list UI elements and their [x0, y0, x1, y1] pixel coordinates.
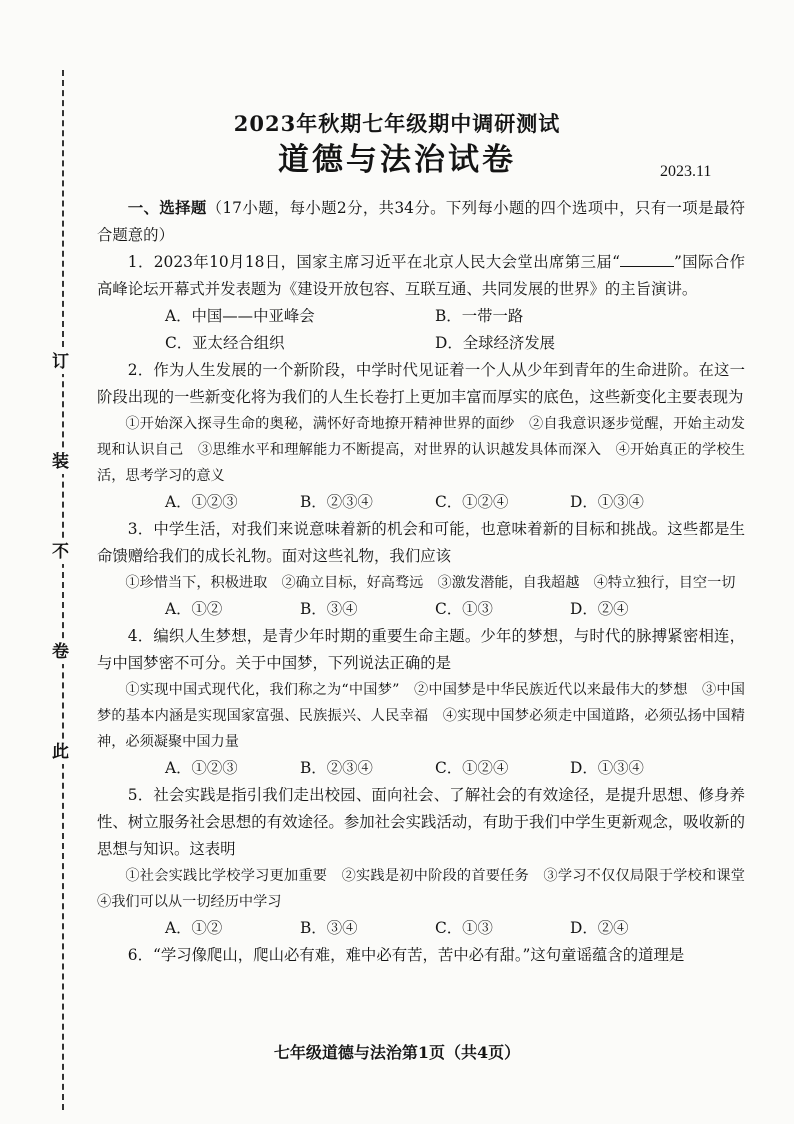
- question-3-stem: 3．中学生活，对我们来说意味着新的机会和可能，也意味着新的目标和挑战。这些都是生命馈赠给我们的成长礼物。面对这些礼物，我们应该: [97, 520, 745, 565]
- option-d: D．①③④: [570, 493, 644, 511]
- question-4-stem: 4．编织人生梦想，是青少年时期的重要生命主题。少年的梦想，与时代的脉搏紧密相连，与中国梦密不可分。关于中国梦，下列说法正确的是: [97, 627, 745, 672]
- question-5-stem: 5．社会实践是指引我们走出校园、面向社会、了解社会的有效途径，是提升思想、修身养性、树立服务社会思想的有效途径。参加社会实践活动，有助于我们中学生更新观念，吸收新的思想与知识。这表明: [97, 786, 745, 858]
- option-d: D．②④: [570, 600, 629, 618]
- question-1-stem: 1．2023年10月18日，国家主席习近平在北京人民大会堂出席第三届“ ”国际合作高峰论坛开幕式并发表题为《建设开放包容、互联互通、共同发展的世界》的主旨演讲。: [97, 249, 745, 303]
- exam-content: [97, 195, 760, 969]
- margin-char: 不: [52, 542, 69, 562]
- margin-char: 装: [52, 452, 69, 472]
- question-2-stem: 2．作为人生发展的一个新阶段，中学时代见证着一个人从少年到青年的生命进阶。在这一阶段出现的一些新变化将为我们的人生长卷打上更加丰富而厚实的底色，这些新变化主要表现为: [97, 361, 745, 406]
- option-b: B．②③④: [300, 759, 373, 777]
- margin-char: 此: [52, 742, 69, 762]
- section-heading: 一、选择题: [127, 199, 207, 217]
- option-d: D．②④: [570, 919, 629, 937]
- option-a: A．①②: [165, 919, 223, 937]
- question-6-stem: 6．“学习像爬山，爬山必有难，难中必有苦，苦中必有甜。”这句童谣蕴含的道理是: [127, 946, 685, 964]
- option-a: A．①②: [165, 600, 223, 618]
- question-5-statements: ①社会实践比学校学习更加重要 ②实践是初中阶段的首要任务 ③学习不仅仅局限于学校和课堂 ④我们可以从一切经历中学习: [97, 868, 760, 910]
- option-a: A．①②③: [165, 759, 238, 777]
- option-b: B．一带一路: [435, 307, 524, 325]
- question-3-statements: ①珍惜当下，积极进取 ②确立目标，好高骛远 ③激发潜能，自我超越 ④特立独行，目空一切: [125, 575, 736, 591]
- option-a: A．中国——中亚峰会: [165, 307, 315, 325]
- page-footer: 七年级道德与法治第1页（共4页）: [273, 1043, 521, 1062]
- option-c: C．①③: [435, 600, 493, 618]
- option-b: B．③④: [300, 600, 358, 618]
- option-c: C．①②④: [435, 759, 509, 777]
- exam-date: 2023.11: [660, 163, 712, 180]
- exam-subject-title: 道德与法治试卷: [278, 142, 516, 178]
- answer-blank: [620, 250, 674, 267]
- margin-char: 卷: [52, 642, 69, 662]
- question-3-options: [97, 596, 745, 623]
- question-1-options: [97, 330, 745, 357]
- exam-title: 2023年秋期七年级期中调研测试: [233, 111, 561, 136]
- option-a: A．①②③: [165, 493, 238, 511]
- question-2-statements: ①开始深入探寻生命的奥秘，满怀好奇地撩开精神世界的面纱 ②自我意识逐步觉醒，开始主动发现和认识自己 ③思维水平和理解能力不断提高，对世界的认识越发具体而深入 ④开始真正的学校生活，思考学习的意义: [97, 416, 745, 484]
- question-5-options: [97, 915, 745, 942]
- binding-margin-text: [40, 340, 84, 800]
- section-instructions: （17小题，每小题2分，共34分。下列每小题的四个选项中，只有一项是最符合题意的）: [97, 199, 745, 244]
- option-d: D．全球经济发展: [435, 334, 556, 352]
- option-b: B．②③④: [300, 493, 373, 511]
- question-4-statements: ①实现中国式现代化，我们称之为“中国梦” ②中国梦是中华民族近代以来最伟大的梦想 ③中国梦的基本内涵是实现国家富强、民族振兴、人民幸福 ④实现中国梦必须走中国道路，必须弘扬中国精神，必须凝聚中国力量: [97, 682, 745, 750]
- option-c: C．①②④: [435, 493, 509, 511]
- margin-char: 订: [52, 352, 69, 372]
- option-c: C．①③: [435, 919, 493, 937]
- question-4-options: [97, 755, 745, 782]
- option-c: C．亚太经合组织: [165, 334, 285, 352]
- section-header: [97, 195, 745, 249]
- option-b: B．③④: [300, 919, 358, 937]
- question-2-options: [97, 489, 745, 516]
- option-d: D．①③④: [570, 759, 644, 777]
- question-1-options: [97, 303, 745, 330]
